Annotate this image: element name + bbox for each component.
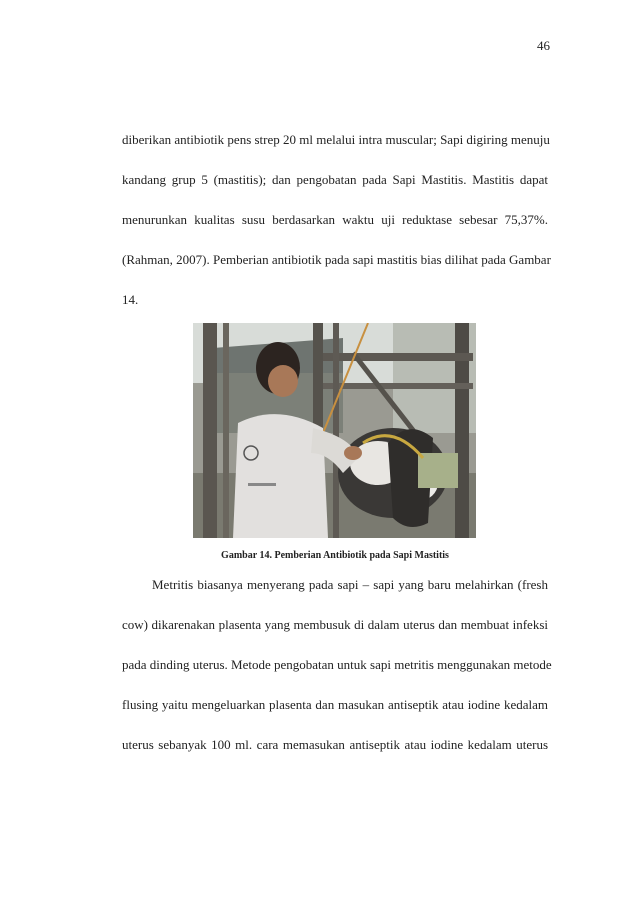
paragraph-2-line-4: flusing yaitu mengeluarkan plasenta dan masukan antiseptik atau iodine kedalam xyxy=(122,697,548,712)
figure-photo xyxy=(193,323,476,538)
paragraph-2-line-5: uterus sebanyak 100 ml. cara memasukan antiseptik atau iodine kedalam uterus xyxy=(122,737,548,752)
photo-illustration xyxy=(193,323,476,538)
paragraph-2-line-1: Metritis biasanya menyerang pada sapi – sapi yang baru melahirkan (fresh xyxy=(152,577,548,592)
paragraph-1-line-1: diberikan antibiotik pens strep 20 ml melalui intra muscular; Sapi digiring menuju xyxy=(122,132,550,147)
paragraph-2-line-3: pada dinding uterus. Metode pengobatan untuk sapi metritis menggunakan metode xyxy=(122,657,552,672)
figure-caption: Gambar 14. Pemberian Antibiotik pada Sapi Mastitis xyxy=(221,550,449,561)
paragraph-1-line-2: kandang grup 5 (mastitis); dan pengobatan pada Sapi Mastitis. Mastitis dapat xyxy=(122,172,548,187)
paragraph-2-line-2: cow) dikarenakan plasenta yang membusuk di dalam uterus dan membuat infeksi xyxy=(122,617,548,632)
paragraph-1-line-3: menurunkan kualitas susu berdasarkan waktu uji reduktase sebesar 75,37%. xyxy=(122,212,548,227)
page-number: 46 xyxy=(537,38,550,53)
paragraph-1-line-5: 14. xyxy=(122,292,139,307)
paragraph-1-line-4: (Rahman, 2007). Pemberian antibiotik pada sapi mastitis bias dilihat pada Gambar xyxy=(122,252,551,267)
